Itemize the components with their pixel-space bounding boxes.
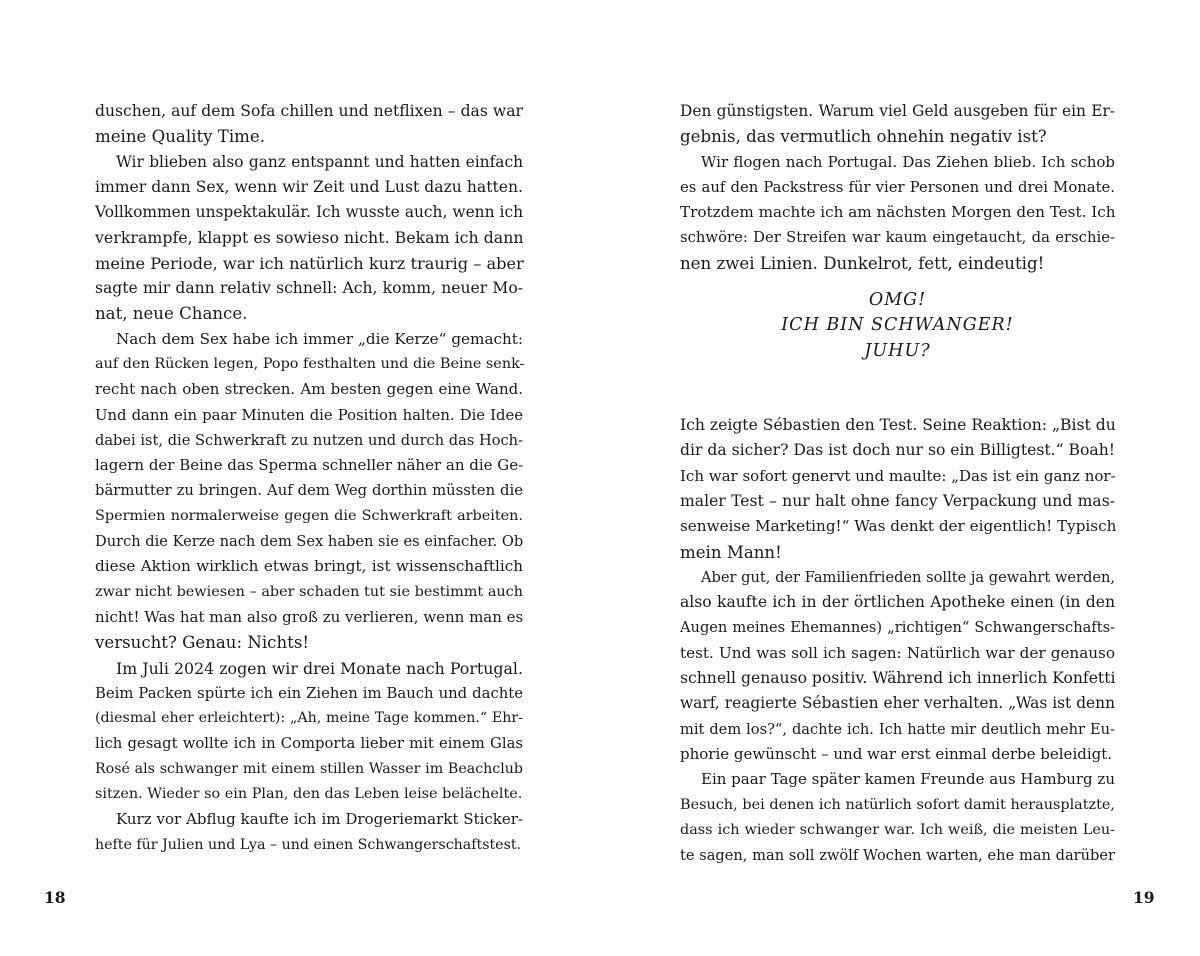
page-number-left: 18 <box>44 888 66 907</box>
text-line: meine Periode, war ich natürlich kurz traurig – aber <box>95 253 524 273</box>
text-line: schnell genauso positiv. Während ich innerlich Konfetti <box>680 669 1116 688</box>
left-page-body <box>95 99 523 858</box>
text-line: Und dann ein paar Minuten die Position halten. Die Idee <box>95 406 523 424</box>
text-line: Beim Packen spürte ich ein Ziehen im Bauch und dachte <box>95 684 523 702</box>
text-line: Nach dem Sex habe ich immer „die Kerze“ gemacht: <box>116 329 523 348</box>
text-line: Besuch, bei denen ich natürlich sofort damit herausplatzte, <box>680 796 1115 813</box>
text-line: mit dem los?“, dachte ich. Ich hatte mir deutlich mehr Eu- <box>680 720 1115 738</box>
text-line: duschen, auf dem Sofa chillen und netflixen – das war <box>95 102 523 120</box>
text-line: Rosé als schwanger mit einem stillen Wasser im Beachclub <box>95 760 523 777</box>
right-page-body <box>680 99 1115 868</box>
text-line: te sagen, man soll zwölf Wochen warten, ehe man darüber <box>680 847 1115 865</box>
text-line: (diesmal eher erleichtert): „Ah, meine Tage kommen.“ Ehr- <box>95 710 523 727</box>
heading-line: OMG! <box>868 290 927 311</box>
text-line: lagern der Beine das Sperma schneller näher an die Ge- <box>95 456 524 475</box>
text-line: recht nach oben strecken. Am besten gegen eine Wand. <box>95 380 523 399</box>
text-line: hefte für Julien und Lya – und einen Schwangerschaftstest. <box>95 836 522 853</box>
text-line: auf den Rücken legen, Popo festhalten und die Beine senk- <box>95 355 525 372</box>
text-line: Spermien normalerweise gegen die Schwerkraft arbeiten. <box>95 507 523 524</box>
text-line: test. Und was soll ich sagen: Natürlich war der genauso <box>680 643 1115 662</box>
text-line: Durch die Kerze nach dem Sex haben sie es einfacher. Ob <box>95 533 524 551</box>
text-line: Vollkommen unspektakulär. Ich wusste auch, wenn ich <box>95 203 523 222</box>
text-line: warf, reagierte Sébastien eher verhalten. „Was ist denn <box>680 694 1115 713</box>
right-page-text-after-heading <box>680 413 1115 868</box>
text-line: dabei ist, die Schwerkraft zu nutzen und durch das Hoch- <box>95 431 523 449</box>
text-line: dir da sicher? Das ist doch nur so ein Billigtest.“ Boah! <box>680 441 1116 460</box>
text-line: immer dann Sex, wenn wir Zeit und Lust dazu hatten. <box>95 177 523 196</box>
text-line: Kurz vor Abflug kaufte ich im Drogeriemarkt Sticker- <box>116 810 523 829</box>
text-line: Wir blieben also ganz entspannt und hatten einfach <box>116 152 523 171</box>
text-line: Trotzdem machte ich am nächsten Morgen den Test. Ich <box>680 203 1116 222</box>
text-line: Wir flogen nach Portugal. Das Ziehen blieb. Ich schob <box>701 152 1115 171</box>
text-line: Ich war sofort genervt und maulte: „Das ist ein ganz nor- <box>680 466 1116 485</box>
text-line: Den günstigsten. Warum viel Geld ausgeben für ein Er- <box>680 102 1115 120</box>
text-line: meine Quality Time. <box>95 127 265 147</box>
text-line: senweise Marketing!“ Was denkt der eigentlich! Typisch <box>680 517 1117 536</box>
text-line: dass ich wieder schwanger war. Ich weiß, die meisten Leu- <box>680 821 1115 838</box>
heading-line: ICH BIN SCHWANGER! <box>781 315 1014 336</box>
text-line: zwar nicht bewiesen – aber schaden tut sie bestimmt auch <box>95 583 523 600</box>
text-line: sagte mir dann relativ schnell: Ach, komm, neuer Mo- <box>95 279 523 298</box>
text-line: lich gesagt wollte ich in Comporta lieber mit einem Glas <box>95 735 523 753</box>
text-line: Ein paar Tage später kamen Freunde aus Hamburg zu <box>701 770 1115 789</box>
text-line: versucht? Genau: Nichts! <box>95 633 310 653</box>
text-line: phorie gewünscht – und war erst einmal derbe beleidigt. <box>680 744 1113 763</box>
text-line: diese Aktion wirklich etwas bringt, ist wissenschaftlich <box>95 557 523 576</box>
text-line: Aber gut, der Familienfrieden sollte ja gewahrt werden, <box>701 568 1115 586</box>
page-number-right: 19 <box>1133 888 1155 907</box>
text-line: nen zwei Linien. Dunkelrot, fett, eindeutig! <box>680 253 1045 273</box>
right-page-text-before-heading <box>680 99 1115 276</box>
text-line: mein Mann! <box>680 542 782 562</box>
text-line: verkrampfe, klappt es sowieso nicht. Bekam ich dann <box>95 228 524 248</box>
text-line: schwöre: Der Streifen war kaum eingetaucht, da erschie- <box>680 229 1115 247</box>
text-line: maler Test – nur halt ohne fancy Verpackung und mas- <box>680 491 1115 510</box>
text-line: also kaufte ich in der örtlichen Apotheke einen (in den <box>680 593 1115 612</box>
section-heading <box>680 276 1115 413</box>
heading-line: JUHU? <box>864 340 931 361</box>
text-line: Augen meines Ehemannes) „richtigen“ Schwangerschafts- <box>680 619 1115 637</box>
text-line: Im Juli 2024 zogen wir drei Monate nach Portugal. <box>116 658 523 678</box>
text-line: nicht! Was hat man also groß zu verlieren, wenn man es <box>95 607 524 626</box>
text-line: bärmutter zu bringen. Auf dem Weg dorthin müssten die <box>95 482 523 500</box>
text-line: Ich zeigte Sébastien den Test. Seine Reaktion: „Bist du <box>680 416 1116 435</box>
text-line: gebnis, das vermutlich ohnehin negativ ist? <box>680 127 1047 147</box>
text-line: es auf den Packstress für vier Personen und drei Monate. <box>680 178 1115 196</box>
text-line: sitzen. Wieder so ein Plan, den das Leben leise belächelte. <box>95 786 523 803</box>
text-line: nat, neue Chance. <box>95 304 248 324</box>
